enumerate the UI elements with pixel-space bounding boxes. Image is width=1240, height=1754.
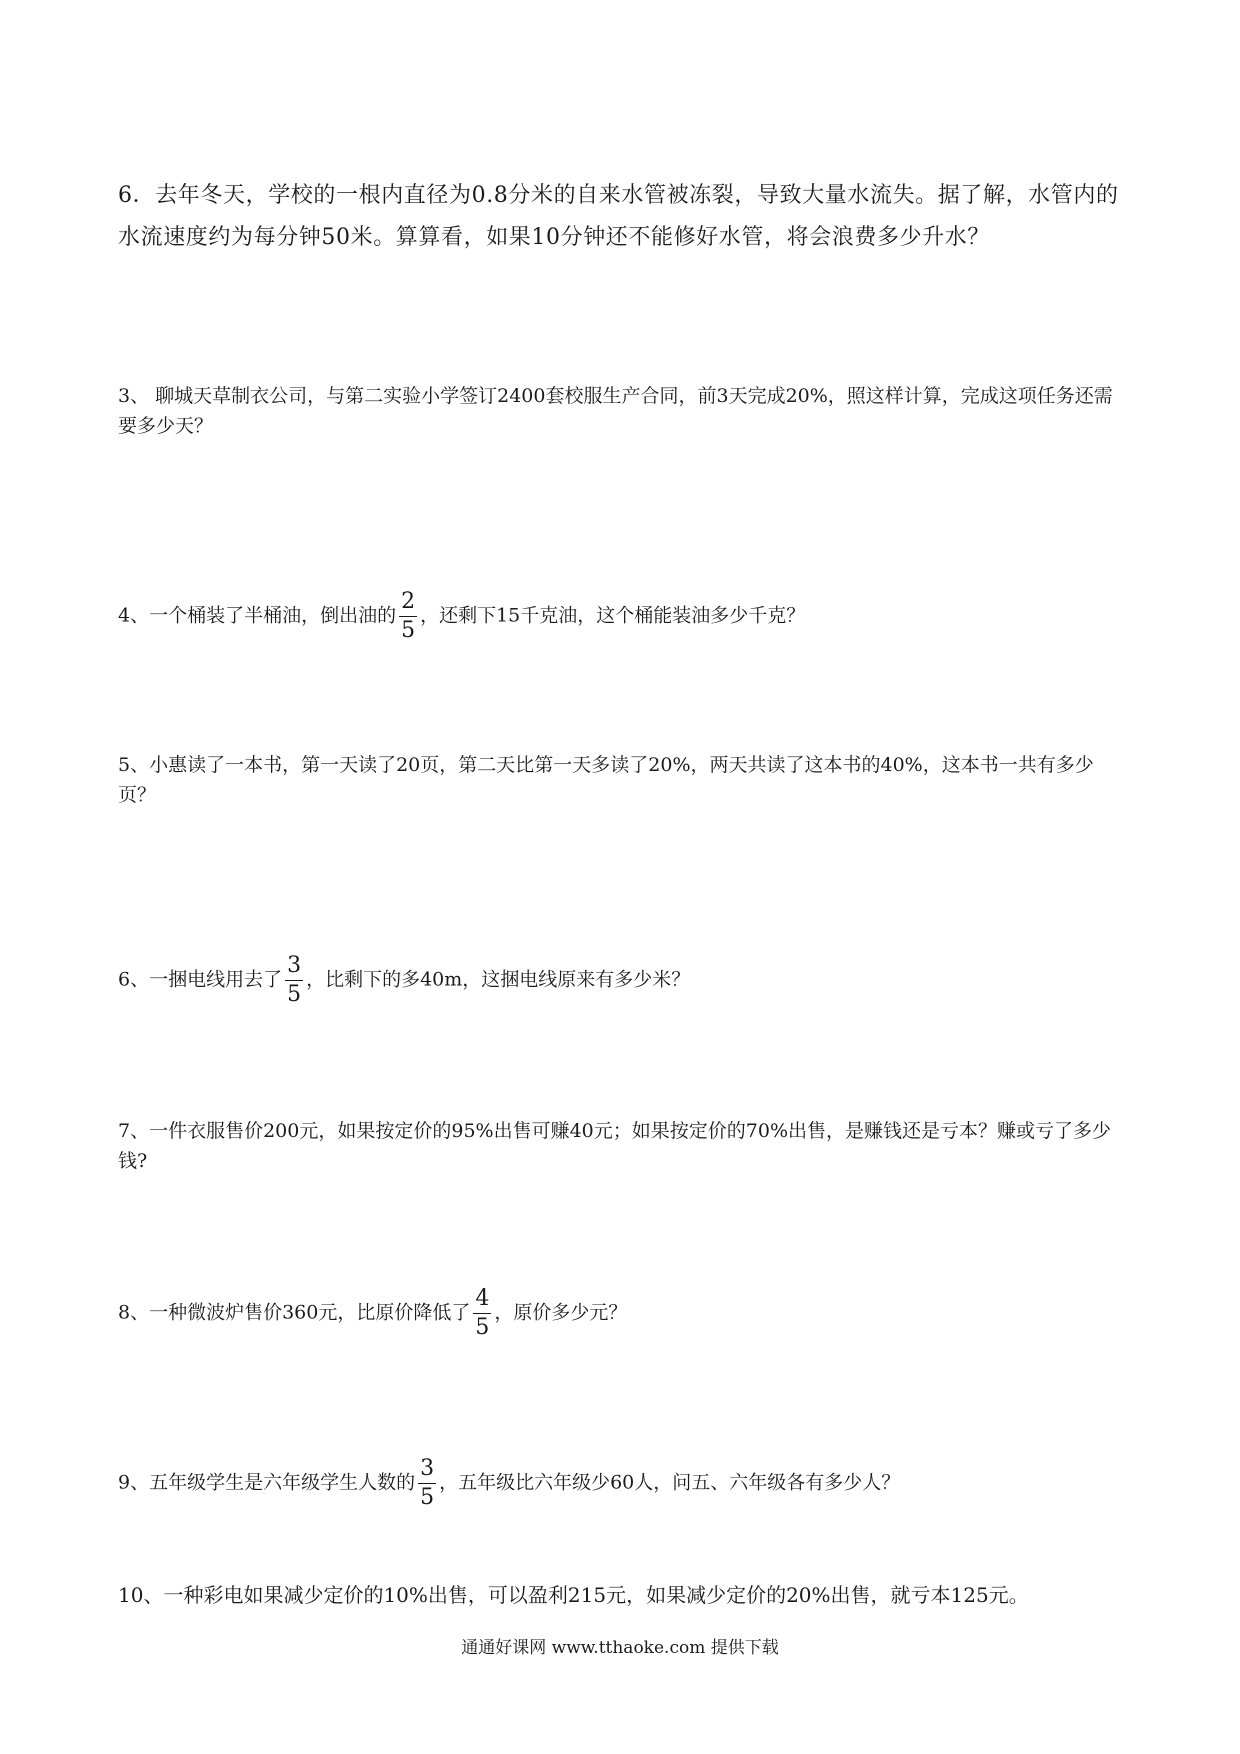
question-text: 6．去年冬天，学校的一根内直径为0.8分米的自来水管被冻裂，导致大量水流失。据了解，水管内的水流速度约为每分钟50米。算算看，如果10分钟还不能修好水管，将会浪费多少升水？ (118, 183, 1119, 250)
question-text: 10、一种彩电如果减少定价的10%出售，可以盈利215元，如果减少定价的20%出售，就亏本125元。 (118, 1583, 1029, 1607)
question-4-oil-bucket (118, 591, 1128, 642)
fraction-denominator: 5 (420, 1485, 435, 1510)
fraction (285, 955, 303, 1006)
question-text-after: ，原价多少元？ (494, 1301, 628, 1324)
question-3-uniform-contract (118, 381, 1128, 441)
question-text-before: 8、一种微波炉售价360元，比原价降低了 (118, 1301, 471, 1324)
fraction (418, 1458, 436, 1509)
question-text-before: 9、五年级学生是六年级学生人数的 (118, 1471, 416, 1494)
fraction-denominator: 5 (475, 1315, 490, 1340)
question-6-water-pipe (118, 175, 1128, 259)
fraction-numerator: 3 (285, 955, 303, 981)
question-text: 3、 聊城天草制衣公司，与第二实验小学签订2400套校服生产合同，前3天完成20%，照这样计算，完成这项任务还需要多少天？ (118, 385, 1113, 437)
page-footer: 通通好课网 www.tthaoke.com 提供下载 (461, 1638, 779, 1658)
fraction-denominator: 5 (287, 982, 302, 1007)
fraction (399, 591, 417, 642)
question-9-students (118, 1458, 1128, 1509)
question-text: 5、小惠读了一本书，第一天读了20页，第二天比第一天多读了20%，两天共读了这本书的40%，这本书一共有多少页？ (118, 754, 1094, 806)
question-8-microwave (118, 1288, 1128, 1339)
question-10-tv (118, 1580, 1128, 1610)
question-7-clothing-price (118, 1116, 1128, 1176)
question-text-after: ，五年级比六年级少60人，问五、六年级各有多少人？ (439, 1471, 901, 1494)
question-text: 7、一件衣服售价200元，如果按定价的95%出售可赚40元；如果按定价的70%出售，是赚钱还是亏本？赚或亏了多少钱? (118, 1120, 1111, 1172)
fraction-numerator: 3 (418, 1458, 436, 1484)
question-text-after: ，还剩下15千克油，这个桶能装油多少千克？ (420, 604, 806, 627)
fraction (473, 1288, 491, 1339)
question-5-book-pages (118, 750, 1128, 810)
question-text-before: 4、一个桶装了半桶油，倒出油的 (118, 604, 397, 627)
fraction-denominator: 5 (401, 618, 416, 643)
question-text-after: ，比剩下的多40m，这捆电线原来有多少米？ (306, 968, 691, 991)
question-6-wire (118, 955, 1128, 1006)
question-text-before: 6、一捆电线用去了 (118, 968, 283, 991)
fraction-numerator: 2 (399, 591, 417, 617)
fraction-numerator: 4 (473, 1288, 491, 1314)
